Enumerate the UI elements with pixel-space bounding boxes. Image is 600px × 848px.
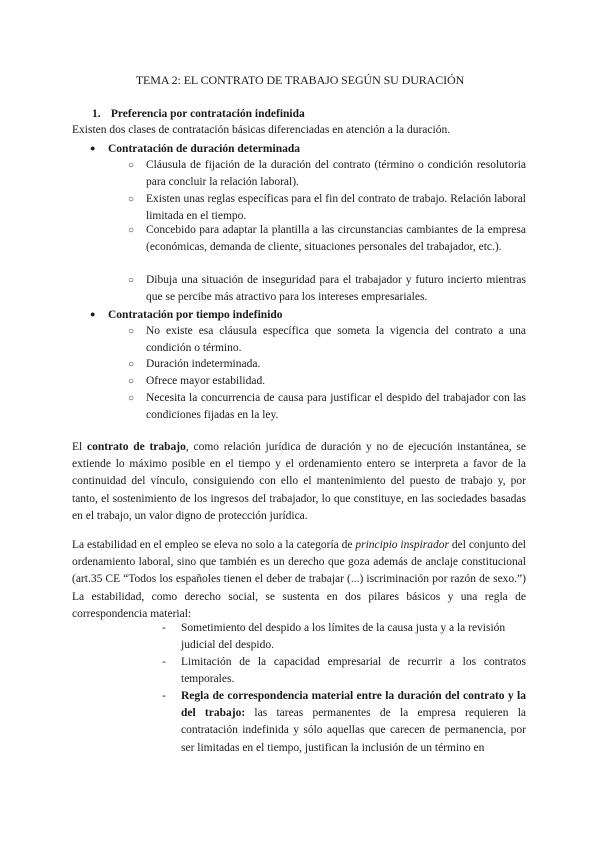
dash-item-rest: las tareas permanentes de la empresa requieren la contratación indefinida y sólo aquellas que carecen de permanencia, por ser limitadas en el tiempo, justifican la inclusión de un término en bbox=[181, 707, 527, 754]
paragraph-lead: El bbox=[72, 441, 87, 453]
dash-bullet: - bbox=[162, 656, 166, 668]
circle-bullet-icon: ○ bbox=[128, 194, 135, 205]
dash-item bbox=[162, 620, 526, 654]
circle-bullet-icon: ○ bbox=[128, 275, 135, 286]
list-item-text: Concebido para adaptar la plantilla a las circunstancias cambiantes de la empresa (económicas, demanda de cliente, situaciones personales del trabajador, etc.). bbox=[146, 224, 526, 254]
list-item bbox=[128, 272, 526, 306]
list-item-text: Ofrece mayor estabilidad. bbox=[146, 375, 266, 387]
list-item bbox=[128, 356, 526, 373]
bullet-heading-determinada bbox=[90, 140, 300, 158]
list-item-text: Dibuja una situación de inseguridad para el trabajador y futuro incierto mientras que se percibe más atractivo para los intereses empresariales. bbox=[146, 274, 526, 304]
dash-item-bold: Regla de correspondencia material entre la duración del contrato y la del trabajo: bbox=[181, 690, 526, 720]
list-item bbox=[128, 323, 526, 357]
list-item bbox=[128, 157, 526, 191]
bullet-icon: ● bbox=[90, 309, 96, 319]
paragraph-rest: del conjunto del ordenamiento laboral, sino que también es un derecho que goza además de anclaje constitucional (art.35 CE “Todos los españoles tienen el deber de trabajar (...) iscriminación por razón de sexo.”) La estabilidad, como derecho social, se sustenta en dos pilares básicos y una regla de correspondencia material: bbox=[72, 539, 527, 620]
paragraph-contrato bbox=[72, 439, 526, 525]
dash-bullet: - bbox=[162, 690, 166, 702]
paragraph-estabilidad bbox=[72, 537, 526, 623]
dash-item-text: Limitación de la capacidad empresarial de recurrir a los contratos temporales. bbox=[181, 656, 526, 686]
list-item-text: Existen unas reglas específicas para el fin del contrato de trabajo. Relación laboral limitada en el tiempo. bbox=[146, 193, 526, 223]
section-intro: Existen dos clases de contratación básicas diferenciadas en atención a la duración. bbox=[72, 124, 451, 136]
list-item-text: Necesita la concurrencia de causa para justificar el despido del trabajador con las condiciones fijadas en la ley. bbox=[146, 392, 526, 422]
paragraph-rest: , como relación jurídica de duración y no de ejecución instantánea, se extiende lo máximo posible en el tiempo y el ordenamiento entero se interpreta a favor de la continuidad del vínculo, consiguiendo con ello el mantenimiento del puesto de trabajo y, por tanto, el sostenimiento de los ingresos del trabajador, lo que constituye, en las sociedades basadas en el trabajo, un valor digno de protección jurídica. bbox=[72, 441, 526, 522]
paragraph-bold: contrato de trabajo bbox=[86, 441, 186, 453]
list-item bbox=[128, 390, 526, 424]
dash-bullet: - bbox=[162, 622, 166, 634]
circle-bullet-icon: ○ bbox=[128, 376, 135, 387]
section-number: 1. bbox=[92, 108, 101, 120]
bullet-icon: ● bbox=[90, 143, 96, 153]
list-item-text: Cláusula de fijación de la duración del contrato (término o condición resolutoria para concluir la relación laboral). bbox=[146, 159, 526, 189]
list-item-text: Duración indeterminada. bbox=[146, 358, 261, 370]
circle-bullet-icon: ○ bbox=[128, 326, 135, 337]
bullet-heading-text: Contratación por tiempo indefinido bbox=[108, 309, 283, 321]
list-item bbox=[128, 191, 526, 225]
dash-item-text: Sometimiento del despido a los límites de la causa justa y a la revisión judicial del despido. bbox=[181, 622, 506, 652]
dash-item bbox=[162, 688, 526, 757]
page-title: TEMA 2: EL CONTRATO DE TRABAJO SEGÚN SU DURACIÓN bbox=[135, 73, 465, 87]
list-item-text: No existe esa cláusula específica que someta la vigencia del contrato a una condición o término. bbox=[146, 325, 526, 355]
circle-bullet-icon: ○ bbox=[128, 160, 135, 171]
bullet-heading-indefinido bbox=[90, 306, 283, 324]
list-item bbox=[128, 222, 526, 256]
circle-bullet-icon: ○ bbox=[128, 359, 135, 370]
section-heading bbox=[92, 106, 305, 123]
dash-item-text bbox=[181, 688, 526, 757]
list-item bbox=[128, 373, 526, 390]
dash-item bbox=[162, 654, 526, 688]
paragraph-italic: principio inspirador bbox=[355, 539, 449, 551]
bullet-heading-text: Contratación de duración determinada bbox=[108, 143, 300, 155]
paragraph-lead: La estabilidad en el empleo se eleva no solo a la categoría de bbox=[72, 539, 356, 551]
circle-bullet-icon: ○ bbox=[128, 225, 135, 236]
section-heading-text: Preferencia por contratación indefinida bbox=[110, 108, 305, 120]
circle-bullet-icon: ○ bbox=[128, 393, 135, 404]
